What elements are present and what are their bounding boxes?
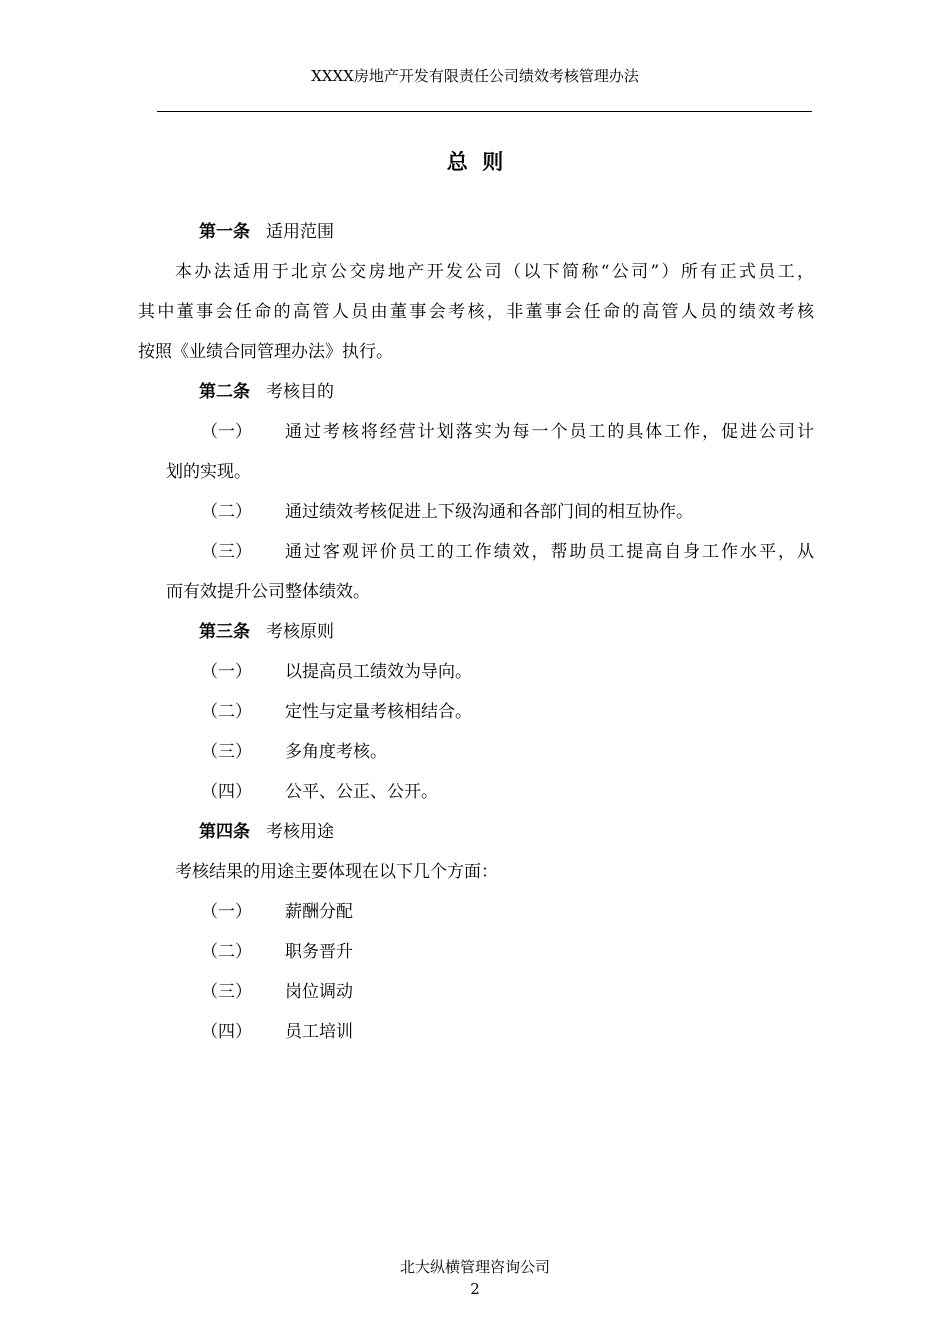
item-number: （三） — [201, 542, 252, 562]
article-4-item — [201, 900, 353, 924]
article-2-title: 考核目的 — [266, 382, 334, 402]
page-title — [0, 146, 950, 178]
article-2-item-continuation: 而有效提升公司整体绩效。 — [166, 582, 370, 602]
article-1-paragraph-line: 按照《业绩合同管理办法》执行。 — [138, 342, 393, 362]
article-2-heading — [199, 380, 334, 404]
item-text: 薪酬分配 — [285, 902, 353, 922]
article-2-item — [201, 500, 693, 524]
article-3-item — [201, 700, 472, 724]
item-number: （三） — [201, 742, 252, 762]
page-number: 2 — [470, 1280, 480, 1298]
item-text: 以提高员工绩效为导向。 — [285, 662, 472, 682]
item-text: 公平、公正、公开。 — [285, 782, 438, 802]
item-text: 职务晋升 — [285, 942, 353, 962]
article-3-item — [201, 660, 472, 684]
article-3-title: 考核原则 — [266, 622, 334, 642]
article-3-heading — [199, 620, 334, 644]
item-number: （一） — [201, 422, 252, 442]
item-text: 通过绩效考核促进上下级沟通和各部门间的相互协作。 — [285, 502, 693, 522]
page-title-text: 总 则 — [446, 150, 504, 174]
article-3-number: 第三条 — [199, 622, 250, 642]
article-1-paragraph-line: 本办法适用于北京公交房地产开发公司（以下简称“公司”）所有正式员工， — [175, 262, 814, 282]
item-text: 通过客观评价员工的工作绩效，帮助员工提高自身工作水平，从 — [285, 542, 814, 562]
article-3-item — [201, 740, 387, 764]
article-2-item — [201, 540, 814, 564]
article-1-title: 适用范围 — [266, 222, 334, 242]
item-text: 通过考核将经营计划落实为每一个员工的具体工作，促进公司计 — [285, 422, 814, 442]
article-4-item — [201, 980, 353, 1004]
article-4-heading — [199, 820, 334, 844]
article-2-item-continuation: 划的实现。 — [166, 462, 251, 482]
item-number: （二） — [201, 502, 252, 522]
item-number: （一） — [201, 902, 252, 922]
item-number: （四） — [201, 782, 252, 802]
item-text: 员工培训 — [285, 1022, 353, 1042]
article-3-item — [201, 780, 438, 804]
article-1-heading — [199, 220, 334, 244]
article-1-paragraph-line: 其中董事会任命的高管人员由董事会考核，非董事会任命的高管人员的绩效考核 — [138, 302, 814, 322]
item-text: 多角度考核。 — [285, 742, 387, 762]
article-4-item — [201, 940, 353, 964]
item-number: （二） — [201, 942, 252, 962]
item-number: （四） — [201, 1022, 252, 1042]
article-2-item — [201, 420, 814, 444]
article-4-title: 考核用途 — [266, 822, 334, 842]
footer-company: 北大纵横管理咨询公司 — [399, 1258, 550, 1276]
item-number: （三） — [201, 982, 252, 1002]
running-header-title: XXXX房地产开发有限责任公司绩效考核管理办法 — [311, 67, 639, 85]
item-number: （一） — [201, 662, 252, 682]
article-2-number: 第二条 — [199, 382, 250, 402]
item-text: 岗位调动 — [285, 982, 353, 1002]
article-4-number: 第四条 — [199, 822, 250, 842]
item-number: （二） — [201, 702, 252, 722]
header-divider — [157, 111, 812, 112]
article-4-item — [201, 1020, 353, 1044]
article-1-number: 第一条 — [199, 222, 250, 242]
item-text: 定性与定量考核相结合。 — [285, 702, 472, 722]
article-4-intro: 考核结果的用途主要体现在以下几个方面： — [175, 862, 498, 882]
